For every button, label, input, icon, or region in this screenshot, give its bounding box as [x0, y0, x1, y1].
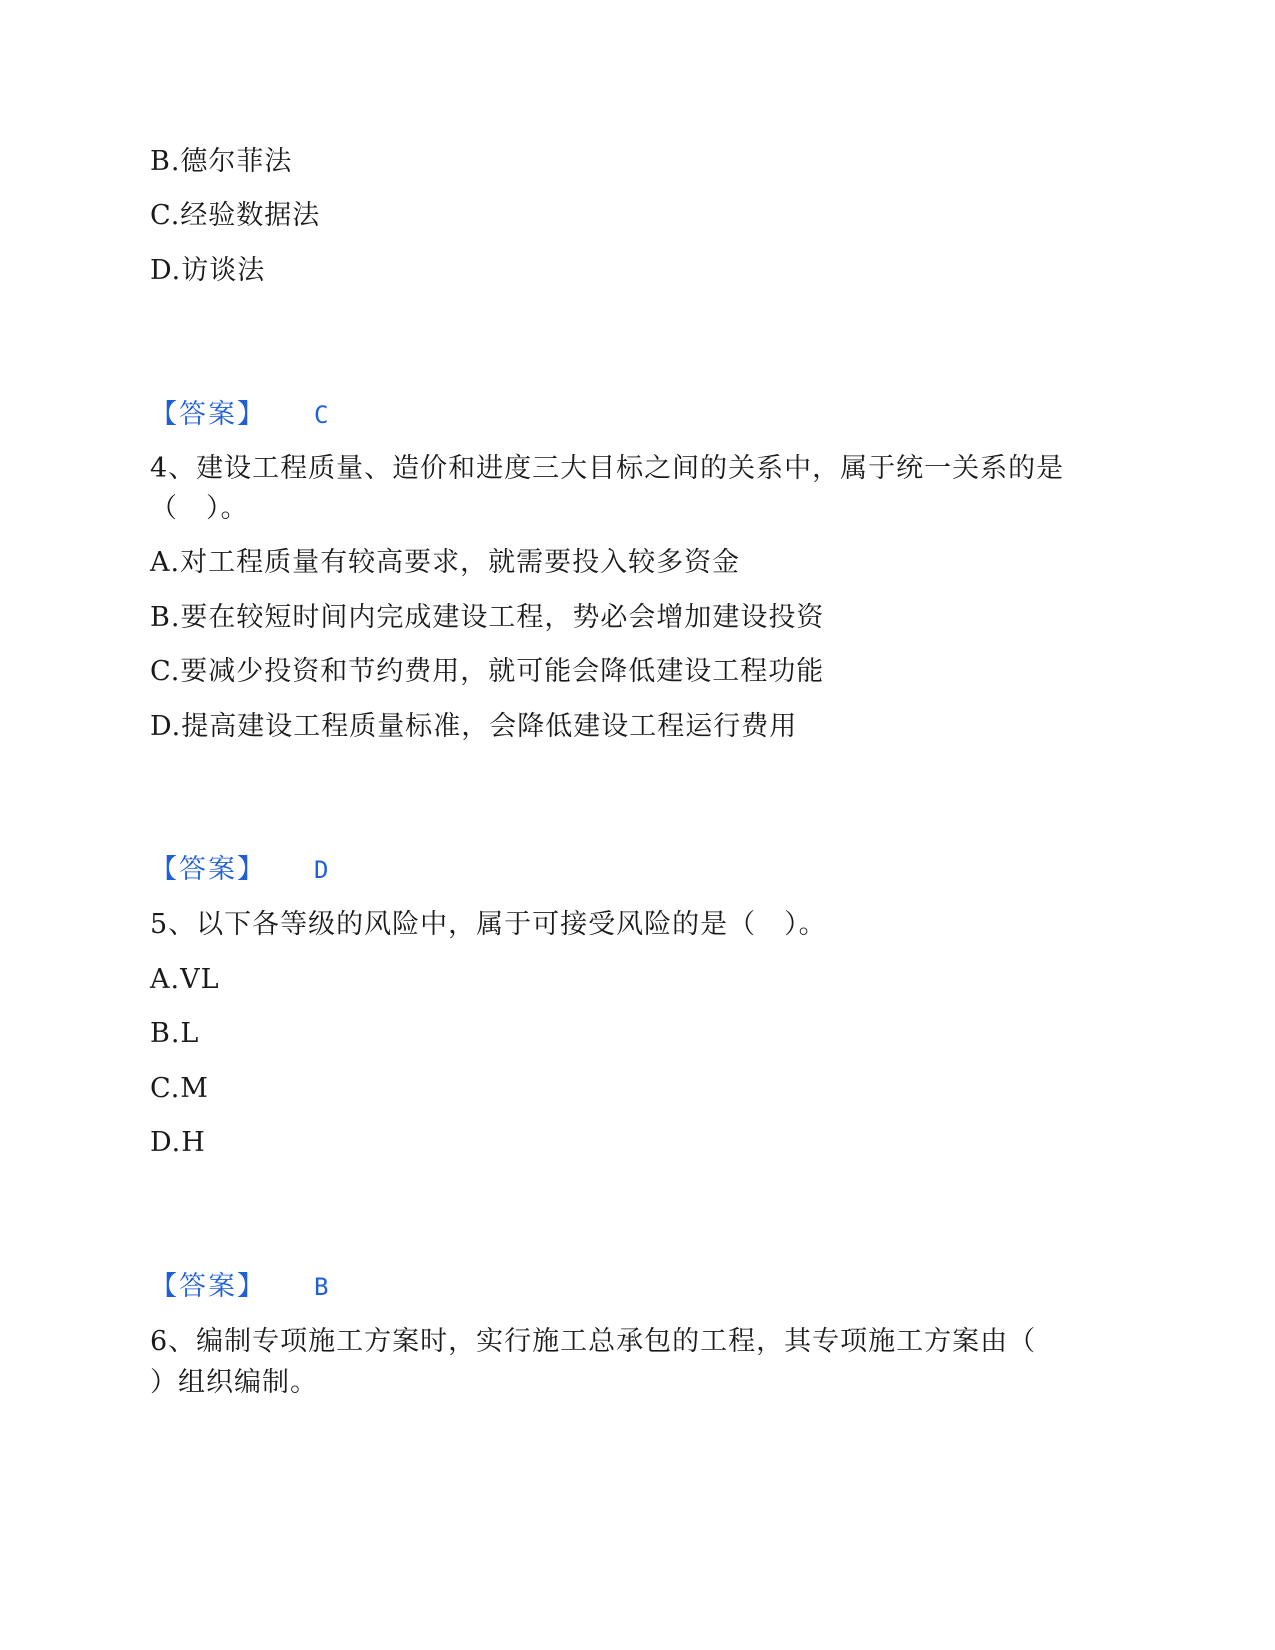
- q4-question-line1: 4、建设工程质量、造价和进度三大目标之间的关系中，属于统一关系的是: [150, 453, 1065, 484]
- q5-option-c: C.M: [150, 1073, 209, 1104]
- q4-option-d: D.提高建设工程质量标准，会降低建设工程运行费用: [150, 711, 798, 742]
- answer-label: 【答案】: [150, 399, 266, 430]
- q3-option-b: B.德尔菲法: [150, 146, 293, 177]
- q3-answer: [150, 398, 328, 432]
- q5-option-b: B.L: [150, 1018, 200, 1049]
- answer-value: C: [314, 401, 329, 429]
- q6-question-line1: 6、编制专项施工方案时，实行施工总承包的工程，其专项施工方案由（: [150, 1326, 1037, 1357]
- q4-answer: [150, 853, 328, 887]
- q4-option-a: A.对工程质量有较高要求，就需要投入较多资金: [150, 547, 741, 578]
- q4-option-c: C.要减少投资和节约费用，就可能会降低建设工程功能: [150, 656, 825, 687]
- answer-value: D: [314, 856, 329, 884]
- q6-question-line2: ）组织编制。: [150, 1367, 318, 1398]
- q4-option-b: B.要在较短时间内完成建设工程，势必会增加建设投资: [150, 602, 825, 633]
- answer-label: 【答案】: [150, 1271, 266, 1302]
- q5-question: 5、以下各等级的风险中，属于可接受风险的是（ ）。: [150, 909, 827, 940]
- q3-option-d: D.访谈法: [150, 255, 266, 286]
- q5-answer: [150, 1270, 328, 1304]
- answer-value: B: [314, 1273, 329, 1301]
- q5-option-d: D.H: [150, 1127, 206, 1158]
- q3-option-c: C.经验数据法: [150, 200, 321, 231]
- answer-label: 【答案】: [150, 854, 266, 885]
- q5-option-a: A.VL: [150, 964, 220, 995]
- q4-question-line2: （ ）。: [150, 493, 249, 524]
